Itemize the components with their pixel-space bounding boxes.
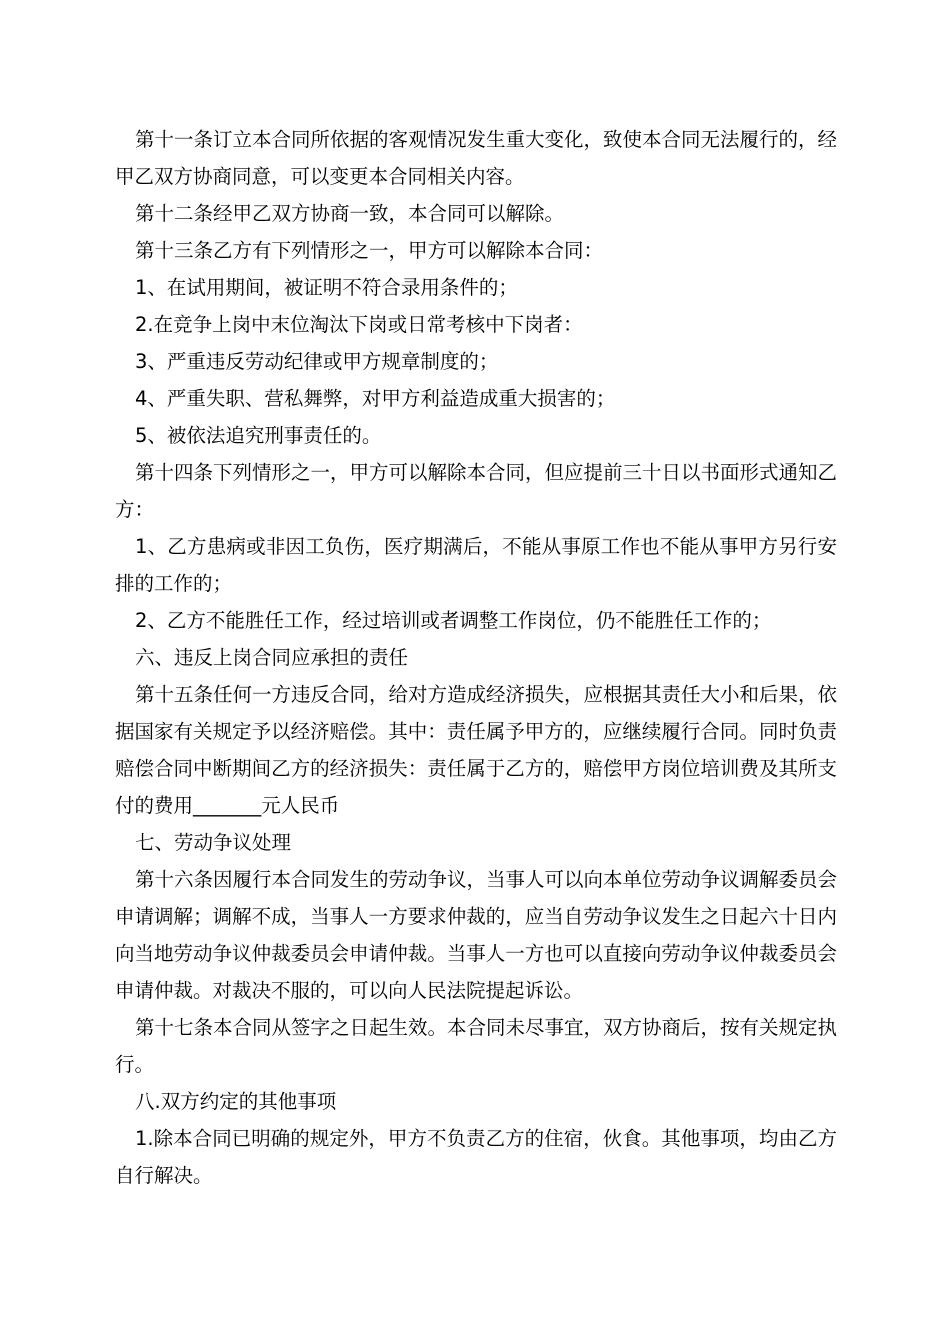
clause-15-paragraph: 第十五条任何一方违反合同，给对方造成经济损失，应根据其责任大小和后果，依据国家有关规定予以经济赔偿。其中：责任属予甲方的，应继续履行合同。同时负责赔偿合同中断期间乙方的经济损失：责任属于乙方的，赔偿甲方岗位培训费及其所支付的费用_______元人民币	[115, 683, 838, 817]
clause-13-paragraph: 第十三条乙方有下列情形之一，甲方可以解除本合同：	[135, 239, 604, 262]
clause-14-paragraph: 第十四条下列情形之一，甲方可以解除本合同，但应提前三十日以书面形式通知乙方：	[115, 461, 838, 521]
section-6-heading: 六、违反上岗合同应承担的责任	[135, 646, 409, 669]
clause-13-item-5: 5、被依法追究刑事责任的。	[135, 424, 382, 447]
clause-14-item-1: 1、乙方患病或非因工负伤，医疗期满后，不能从事原工作也不能从事甲方另行安排的工作的；	[115, 535, 837, 595]
clause-13-item-3: 3、严重违反劳动纪律或甲方规章制度的；	[135, 350, 499, 373]
clause-13-item-1: 1、在试用期间，被证明不符合录用条件的；	[135, 276, 518, 299]
section-8-heading: 八.双方约定的其他事项	[135, 1090, 337, 1113]
clause-11-paragraph: 第十一条订立本合同所依据的客观情况发生重大变化，致使本合同无法履行的，经甲乙双方协商同意，可以变更本合同相关内容。	[115, 128, 838, 188]
section-7-heading: 七、劳动争议处理	[135, 831, 292, 854]
document-body	[115, 121, 837, 1194]
clause-14-item-2: 2、乙方不能胜任工作，经过培训或者调整工作岗位，仍不能胜任工作的；	[135, 609, 772, 632]
clause-13-item-4: 4、严重失职、营私舞弊，对甲方利益造成重大损害的；	[135, 387, 616, 410]
clause-12-paragraph: 第十二条经甲乙双方协商一致，本合同可以解除。	[135, 202, 565, 225]
section-8-item-1: 1.除本合同已明确的规定外，甲方不负责乙方的住宿，伙食。其他事项，均由乙方自行解决。	[115, 1127, 837, 1187]
clause-13-item-2: 2.在竞争上岗中末位淘汰下岗或日常考核中下岗者：	[135, 313, 583, 336]
clause-16-paragraph: 第十六条因履行本合同发生的劳动争议，当事人可以向本单位劳动争议调解委员会申请调解；调解不成，当事人一方要求仲裁的，应当自劳动争议发生之日起六十日内向当地劳动争议仲裁委员会申请仲裁。当事人一方也可以直接向劳动争议仲裁委员会申请仲裁。对裁决不服的，可以向人民法院提起诉讼。	[115, 868, 838, 1002]
clause-17-paragraph: 第十七条本合同从签字之日起生效。本合同未尽事宜，双方协商后，按有关规定执行。	[115, 1016, 838, 1076]
